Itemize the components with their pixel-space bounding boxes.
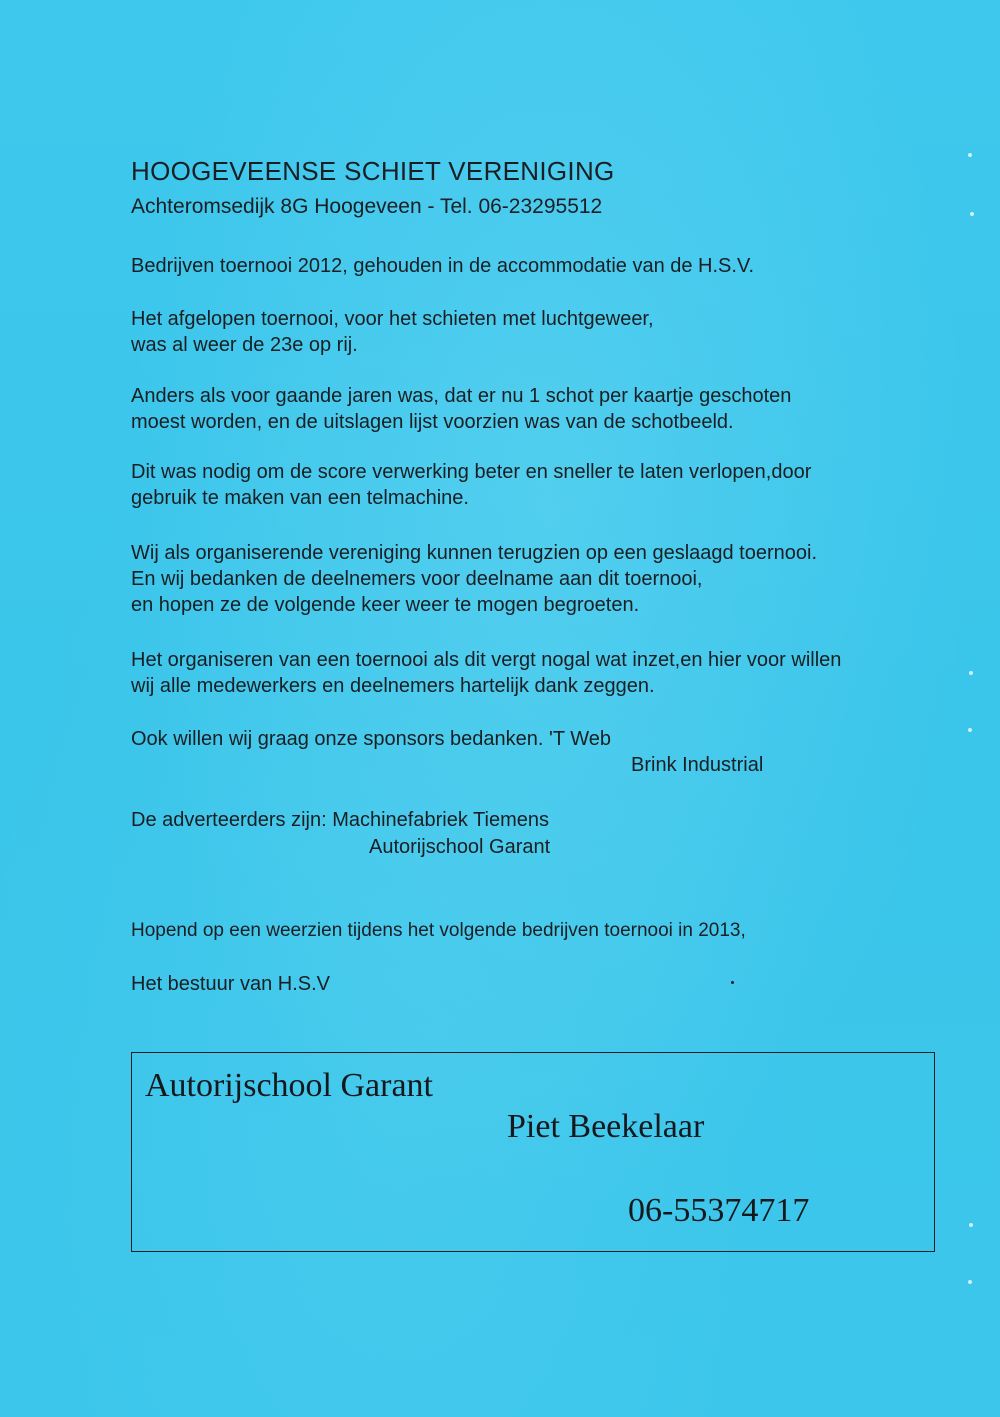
paragraph-3-line-1: Dit was nodig om de score verwerking beter en sneller te laten verlopen,door bbox=[131, 461, 812, 483]
paragraph-3-line-2: gebruik te maken van een telmachine. bbox=[131, 487, 469, 509]
punch-mark bbox=[970, 212, 974, 216]
paragraph-4-line-2: En wij bedanken de deelnemers voor deelname aan dit toernooi, bbox=[131, 568, 703, 590]
paragraph-1-line-2: was al weer de 23e op rij. bbox=[131, 334, 358, 356]
ink-speck bbox=[731, 981, 734, 984]
punch-mark bbox=[968, 153, 972, 157]
paragraph-2-line-2: moest worden, en de uitslagen lijst voorzien was van de schotbeeld. bbox=[131, 411, 734, 433]
punch-mark bbox=[969, 671, 973, 675]
sponsors-line-2: Brink Industrial bbox=[631, 754, 764, 776]
paragraph-1-line-1: Het afgelopen toernooi, voor het schieten met luchtgeweer, bbox=[131, 308, 654, 330]
paragraph-4-line-3: en hopen ze de volgende keer weer te mogen begroeten. bbox=[131, 594, 640, 616]
club-address: Achteromsedijk 8G Hoogeveen - Tel. 06-23295512 bbox=[131, 195, 603, 218]
paragraph-2-line-1: Anders als voor gaande jaren was, dat er nu 1 schot per kaartje geschoten bbox=[131, 385, 792, 407]
intro-line: Bedrijven toernooi 2012, gehouden in de accommodatie van de H.S.V. bbox=[131, 255, 755, 277]
advert-phone: 06-55374717 bbox=[628, 1192, 810, 1229]
punch-mark bbox=[968, 728, 972, 732]
advert-company: Autorijschool Garant bbox=[145, 1067, 433, 1104]
advertisers-line-2: Autorijschool Garant bbox=[369, 836, 551, 858]
club-title: HOOGEVEENSE SCHIET VERENIGING bbox=[131, 156, 615, 186]
closing-line: Hopend op een weerzien tijdens het volgende bedrijven toernooi in 2013, bbox=[131, 920, 746, 941]
punch-mark bbox=[969, 1223, 973, 1227]
paragraph-5-line-2: wij alle medewerkers en deelnemers hartelijk dank zeggen. bbox=[131, 675, 655, 697]
punch-mark bbox=[968, 1280, 972, 1284]
paragraph-5-line-1: Het organiseren van een toernooi als dit vergt nogal wat inzet,en hier voor willen bbox=[131, 649, 842, 671]
sponsors-line-1: Ook willen wij graag onze sponsors bedanken. 'T Web bbox=[131, 728, 612, 750]
advertisers-line-1: De adverteerders zijn: Machinefabriek Tiemens bbox=[131, 809, 549, 831]
advert-person: Piet Beekelaar bbox=[507, 1108, 705, 1145]
advert-box bbox=[131, 1052, 935, 1252]
signature-line: Het bestuur van H.S.V bbox=[131, 973, 330, 995]
paragraph-4-line-1: Wij als organiserende vereniging kunnen terugzien op een geslaagd toernooi. bbox=[131, 542, 818, 564]
